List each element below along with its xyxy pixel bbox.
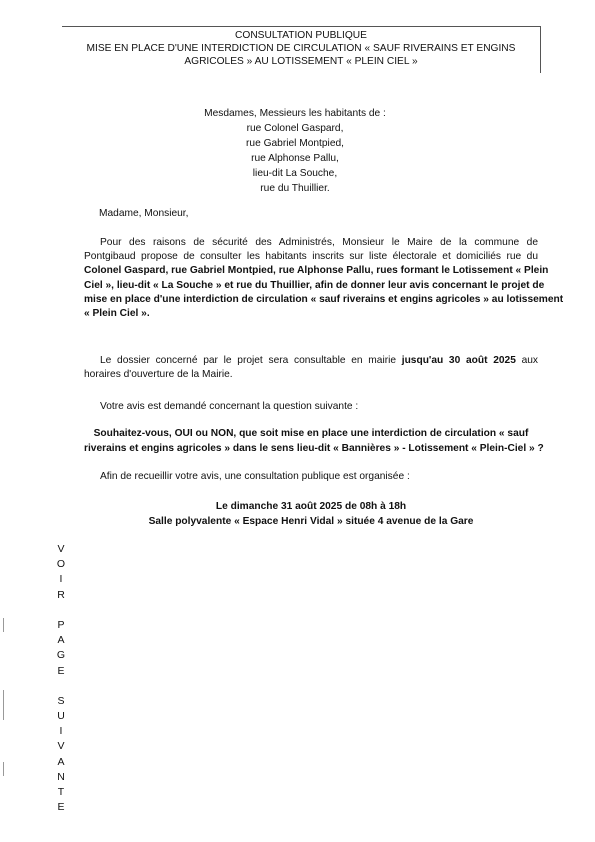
street-line: rue Colonel Gaspard, (246, 123, 344, 134)
addressee-intro: Mesdames, Messieurs les habitants de : (204, 108, 386, 119)
vertical-letter: E (57, 664, 65, 677)
vertical-letter: N (57, 770, 65, 783)
paragraph-line: Ciel », lieu-dit « La Souche » et rue du Thuillier, afin de donner leur avis concernant le projet de (84, 279, 545, 291)
dossier-text: Le dossier concerné par le projet sera consultable en mairie (100, 355, 402, 366)
vertical-see-next-page-note (54, 542, 68, 815)
dossier-text-end: aux (515, 355, 538, 366)
vertical-letter: V (57, 740, 65, 753)
scan-margin-mark (3, 762, 4, 776)
vertical-letter: I (59, 573, 63, 586)
vertical-letter: A (57, 634, 65, 647)
paragraph-line: mise en place d'une interdiction de circulation « sauf riverains et engins agricoles » au lotissement (84, 293, 564, 305)
paragraph-line (84, 354, 538, 368)
document-header (62, 29, 540, 68)
paragraph-line: Votre avis est demandé concernant la question suivante : (100, 401, 359, 412)
scan-margin-mark (3, 618, 4, 632)
paragraph-organisation: Afin de recueillir votre avis, une consultation publique est organisée : (100, 471, 410, 482)
header-subtitle-line-2: AGRICOLES » AU LOTISSEMENT « PLEIN CIEL » (184, 56, 418, 67)
paragraph-line: Pour des raisons de sécurité des Administrés, Monsieur le Maire de la commune de (100, 237, 538, 248)
vertical-letter: P (57, 618, 65, 631)
scan-margin-mark (3, 690, 4, 720)
addressee-block (150, 106, 440, 196)
paragraph-consultation-purpose (84, 236, 564, 321)
vertical-letter: R (57, 588, 65, 601)
paragraph-line: « Plein Ciel ». (84, 308, 150, 320)
event-date: Le dimanche 31 août 2025 de 08h à 18h (215, 501, 407, 512)
street-line: lieu-dit La Souche, (252, 168, 338, 179)
vertical-letter: G (56, 649, 66, 662)
paragraph-dossier (84, 354, 538, 382)
vertical-gap (54, 603, 68, 618)
vertical-letter: A (57, 755, 65, 768)
paragraph-question-intro (84, 400, 538, 414)
greeting: Madame, Monsieur, (99, 208, 189, 219)
header-title: CONSULTATION PUBLIQUE (235, 30, 367, 41)
paragraph-line: horaires d'ouverture de la Mairie. (84, 369, 233, 381)
vertical-letter: O (56, 558, 66, 571)
dossier-deadline: jusqu'au 30 août 2025 (401, 355, 516, 366)
street-line: rue Gabriel Montpied, (246, 138, 344, 149)
street-line: rue Alphonse Pallu, (251, 153, 339, 164)
street-line: rue du Thuillier. (260, 183, 330, 194)
vertical-letter: U (57, 710, 65, 723)
event-place: Salle polyvalente « Espace Henri Vidal » située 4 avenue de la Gare (148, 516, 474, 527)
paragraph-line: Colonel Gaspard, rue Gabriel Montpied, rue Alphonse Pallu, rues formant le Lotissement « Plein (84, 265, 549, 277)
vertical-letter: V (57, 543, 65, 555)
header-subtitle-line-1: MISE EN PLACE D'UNE INTERDICTION DE CIRCULATION « SAUF RIVERAINS ET ENGINS (86, 43, 516, 54)
vertical-gap (54, 679, 68, 694)
event-details (84, 499, 538, 529)
question-line: Souhaitez-vous, OUI ou NON, que soit mise en place une interdiction de circulation « sauf (93, 428, 529, 439)
paragraph-line: Pontgibaud propose de consulter les habitants inscrits sur liste électorale et domiciliés rue du (84, 251, 538, 263)
vertical-letter: E (57, 801, 65, 814)
question-line: riverains et engins agricoles » dans le sens lieu-dit « Bannières » - Lotissement « Plein-Ciel » ? (84, 442, 544, 454)
vertical-letter: S (57, 694, 65, 707)
vertical-letter: I (59, 725, 63, 738)
vertical-letter: T (57, 786, 65, 798)
consultation-question (84, 427, 544, 456)
